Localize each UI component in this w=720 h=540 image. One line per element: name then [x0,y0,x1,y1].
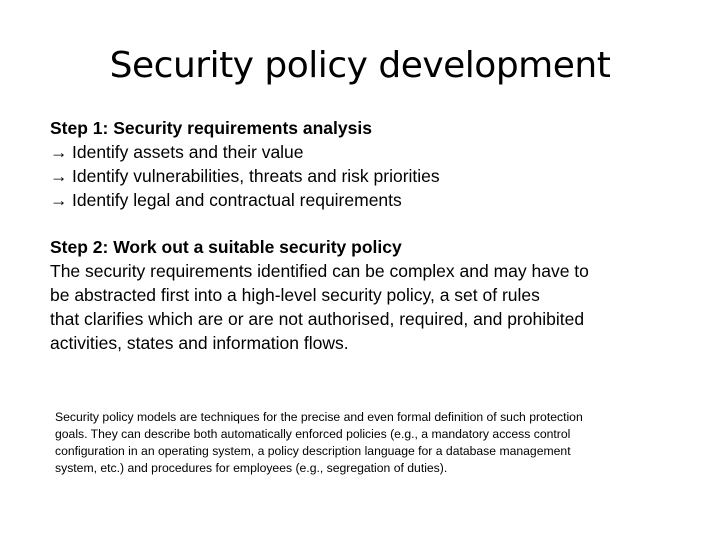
step1-item [50,140,690,164]
step1-section [50,116,690,212]
step2-text-line: The security requirements identified can be complex and may have to [50,261,589,281]
step1-item-text: Identify vulnerabilities, threats and risk priorities [72,166,440,186]
footnote-line: system, etc.) and procedures for employees (e.g., segregation of duties). [55,461,448,475]
step1-item-text: Identify legal and contractual requirements [72,190,402,210]
step1-item [50,164,690,188]
arrow-right-icon: → [50,166,68,186]
step2-heading: Step 2: Work out a suitable security policy [50,237,402,257]
arrow-right-icon: → [50,142,68,162]
footnote [55,409,695,477]
step2-text-line: be abstracted first into a high-level security policy, a set of rules [50,285,540,305]
footnote-line: Security policy models are techniques for the precise and even formal definition of such protection [55,410,583,424]
slide-title: Security policy development [109,45,611,86]
step1-item-text: Identify assets and their value [72,142,304,162]
step1-item [50,188,690,212]
arrow-right-icon: → [50,190,68,210]
footnote-line: goals. They can describe both automatically enforced policies (e.g., a mandatory access control [55,427,571,441]
step2-text-line: that clarifies which are or are not authorised, required, and prohibited [50,309,585,329]
footnote-line: configuration in an operating system, a policy description language for a database management [55,444,571,458]
step2-section [50,235,690,355]
step1-heading: Step 1: Security requirements analysis [50,118,372,138]
step2-text-line: activities, states and information flows. [50,333,349,353]
